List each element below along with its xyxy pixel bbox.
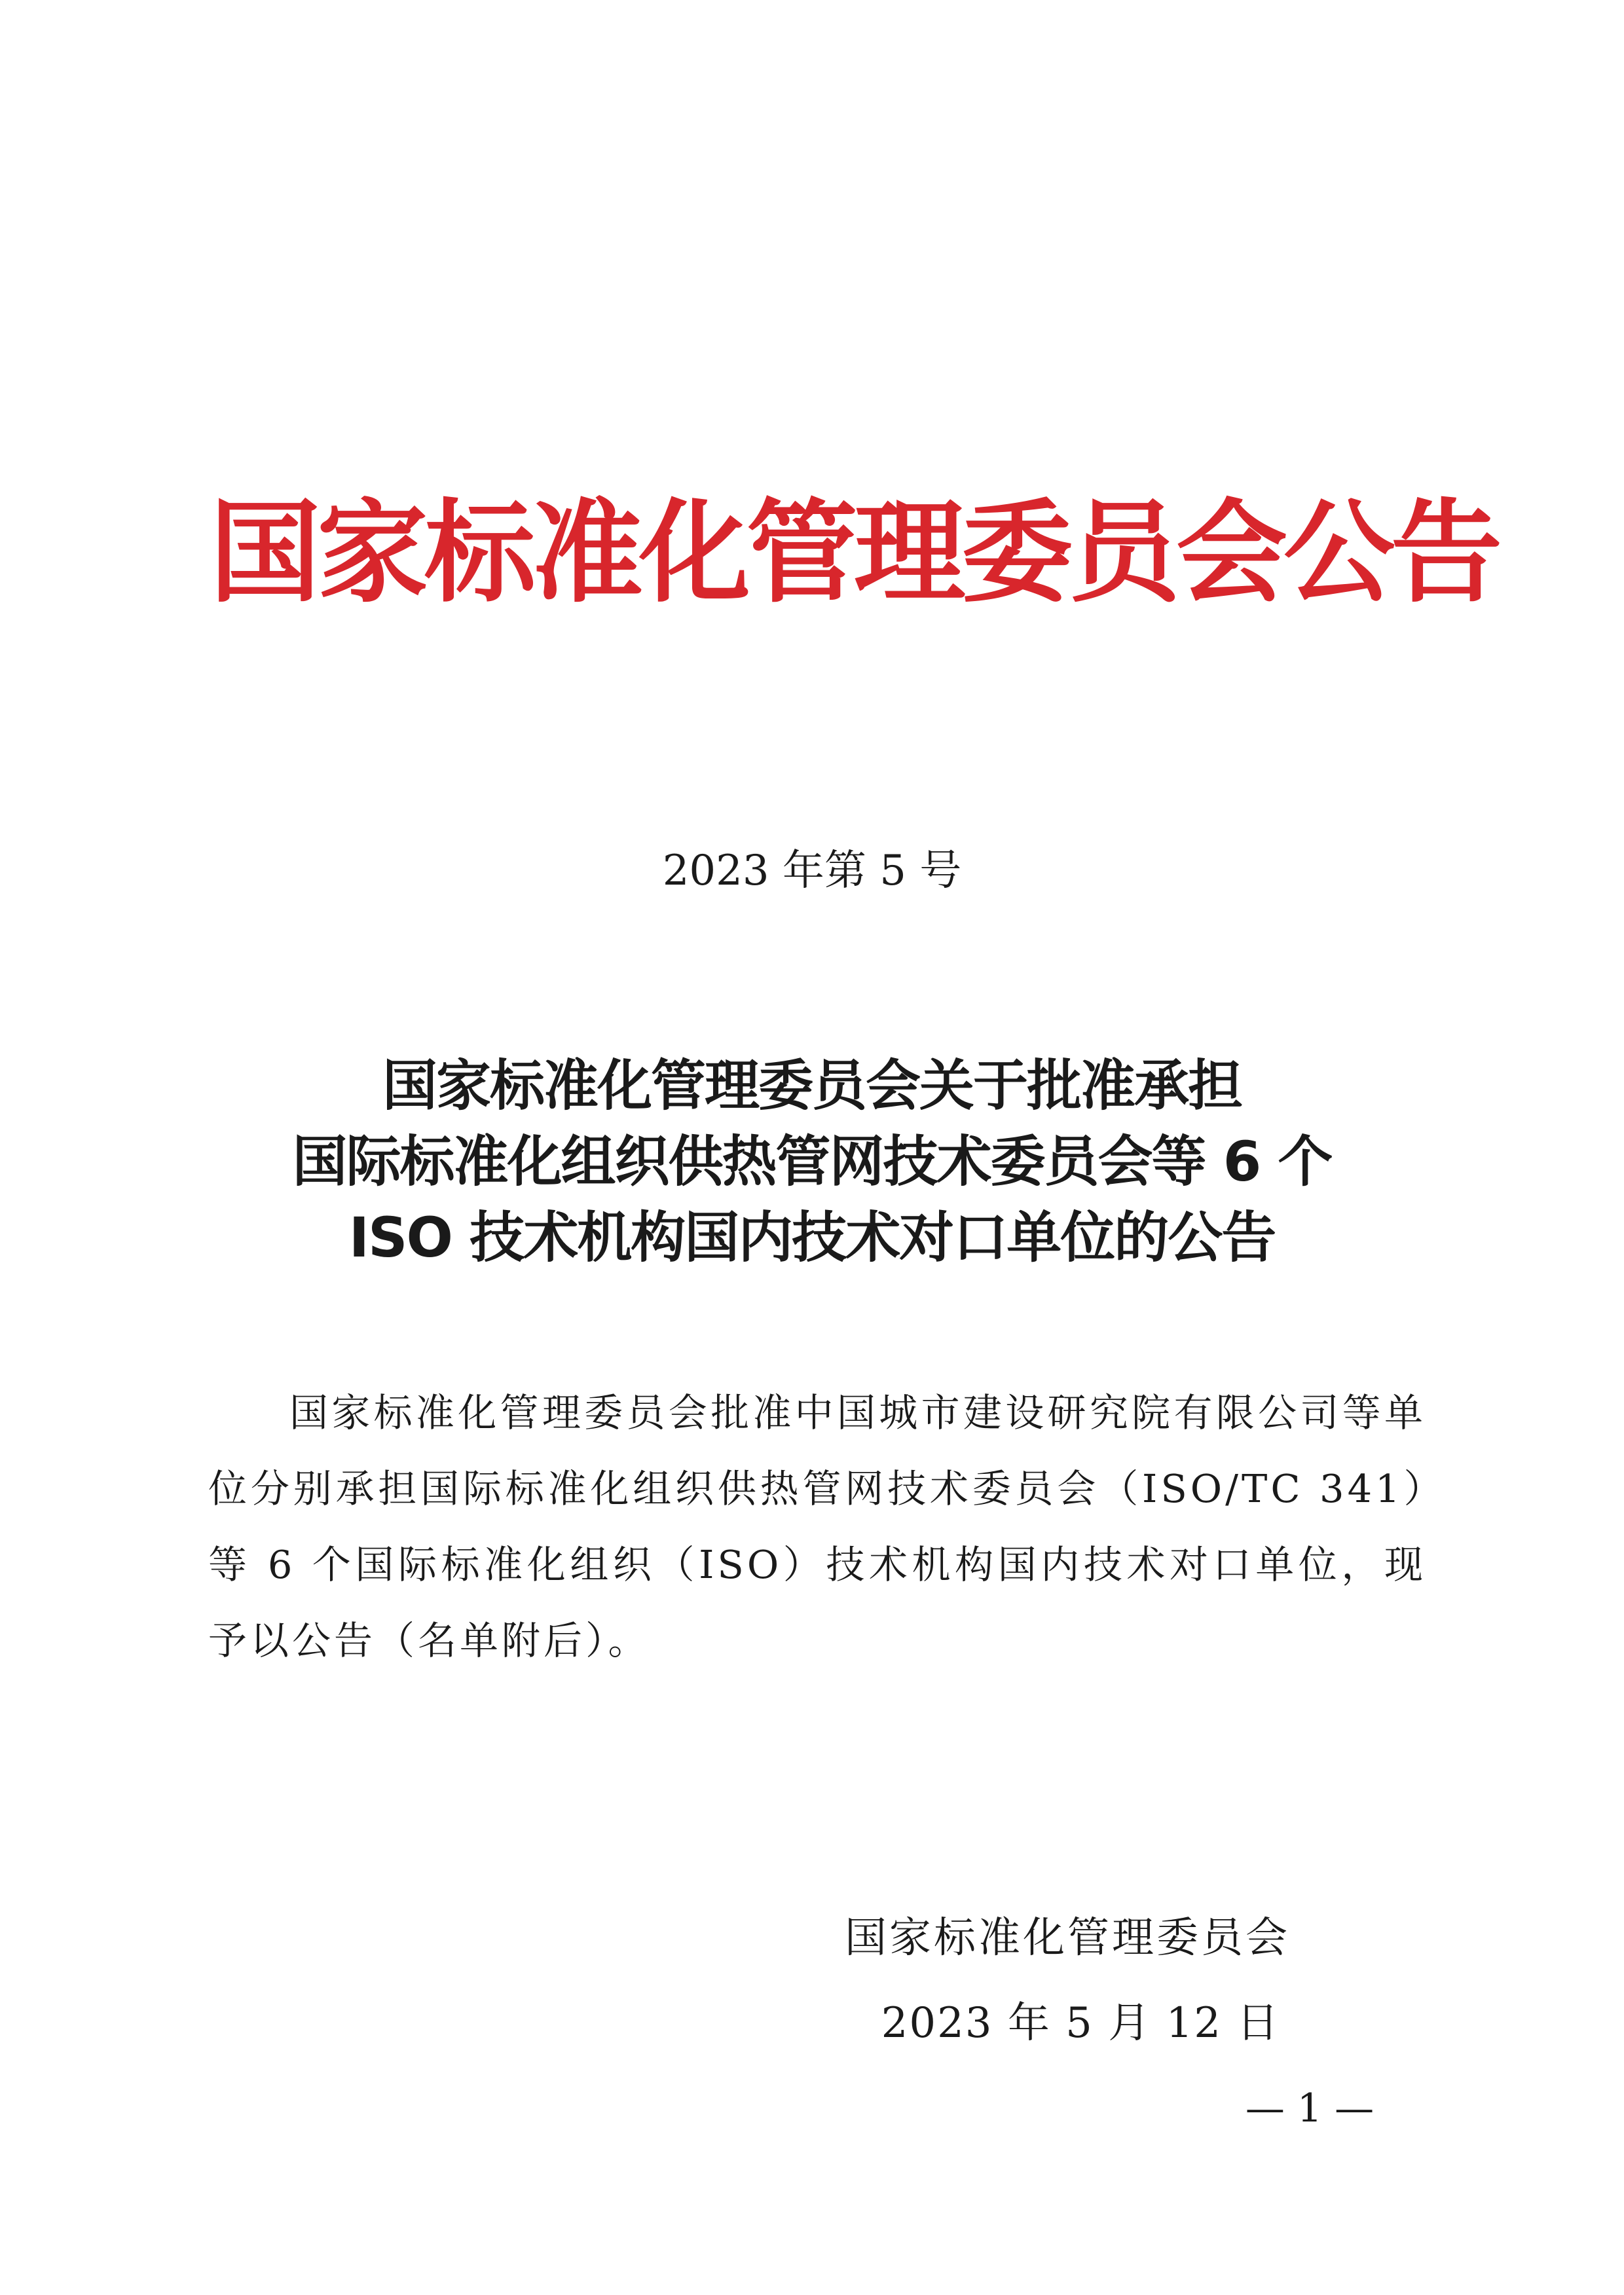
issue-date: 2023 年 5 月 12 日 bbox=[881, 1999, 1280, 2047]
document-number: 2023 年第 5 号 bbox=[662, 847, 962, 895]
issuer-signature: 国家标准化管理委员会 bbox=[845, 1914, 1290, 1962]
title-line-3: ISO 技术机构国内技术对口单位的公告 bbox=[348, 1205, 1276, 1270]
page-number: — 1 — bbox=[1245, 2085, 1375, 2131]
announcement-title bbox=[157, 1048, 1467, 1276]
title-line-1: 国家标准化管理委员会关于批准承担 bbox=[382, 1054, 1242, 1118]
title-line-2: 国际标准化组织供热管网技术委员会等 6 个 bbox=[292, 1129, 1332, 1194]
body-paragraph: 国家标准化管理委员会批准中国城市建设研究院有限公司等单位分别承担国际标准化组织供热管网技术委员会（ISO/TC 341）等 6 个国际标准化组织（ISO）技术机构国内技术对口单位，现予以公告（名单附后）。 bbox=[208, 1390, 1426, 1663]
masthead-title: 国家标准化管理委员会公告 bbox=[210, 488, 1499, 618]
